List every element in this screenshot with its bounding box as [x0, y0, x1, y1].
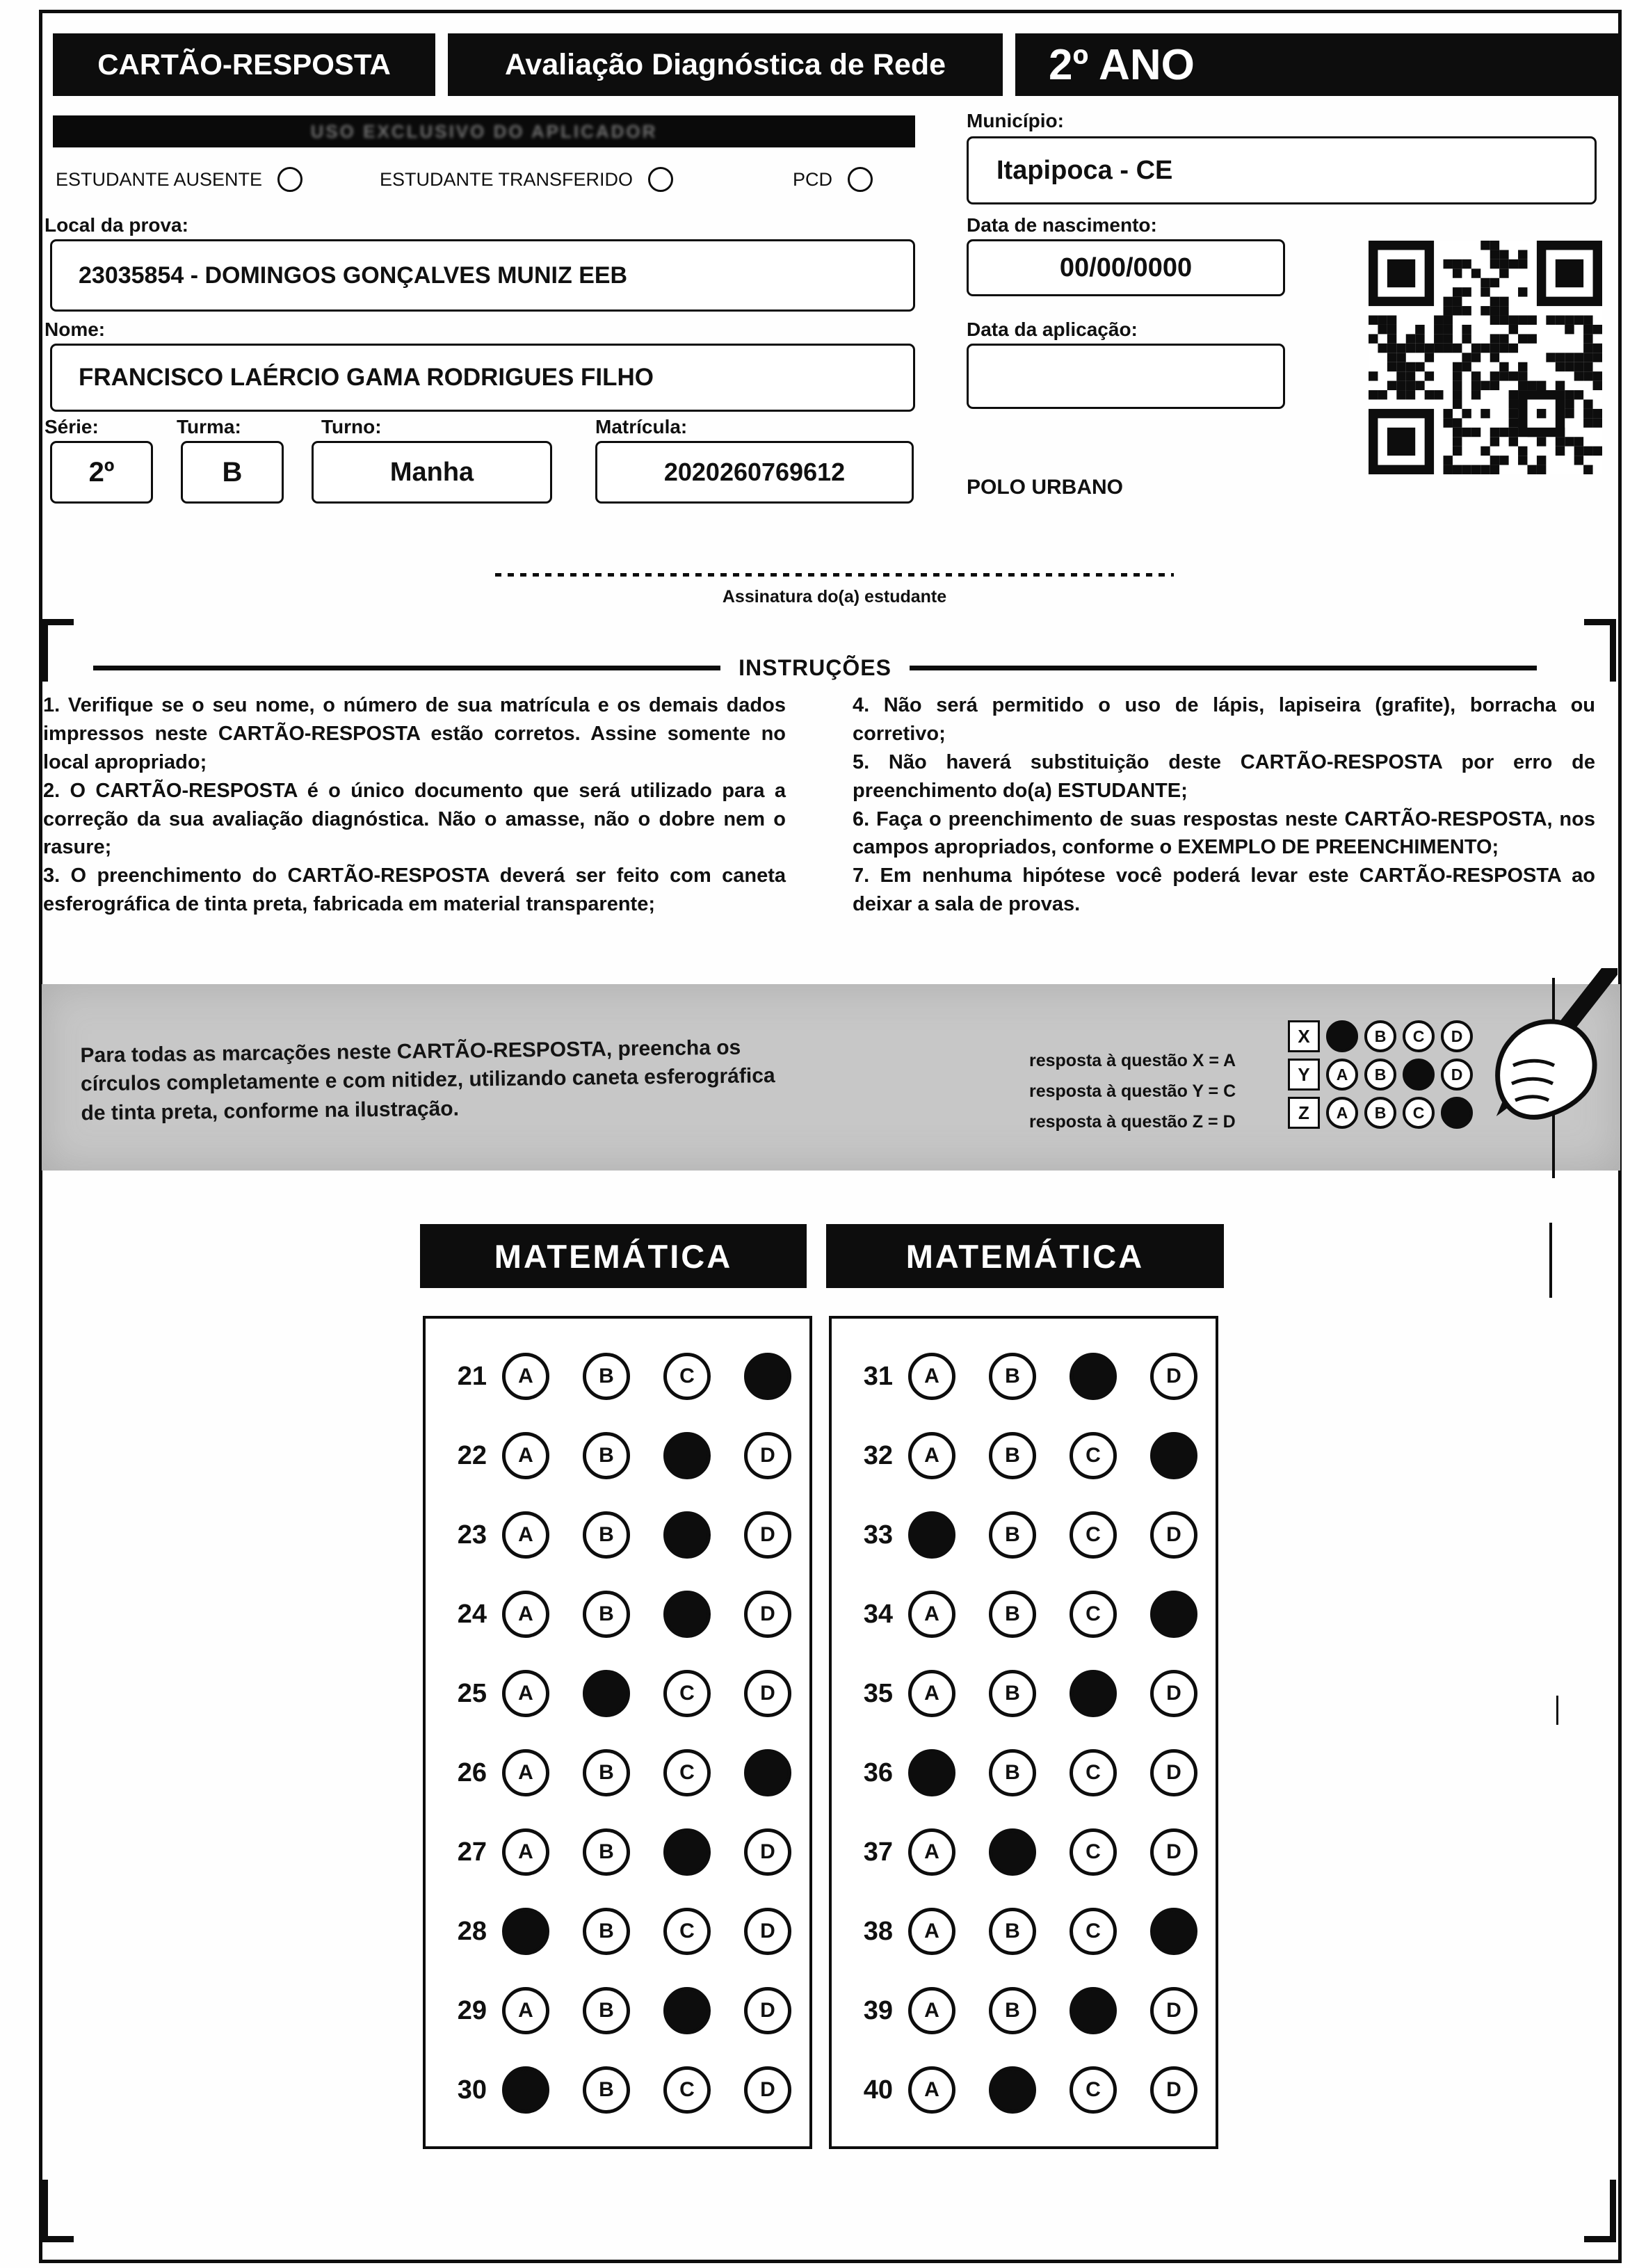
applicator-use-bar: [53, 115, 915, 147]
example-row-label: Z: [1288, 1097, 1320, 1129]
question-number: 22: [457, 1440, 487, 1470]
question-row-27: [437, 1812, 809, 1892]
question-row-26: [437, 1733, 809, 1812]
question-number: 36: [863, 1758, 893, 1787]
turma-field: [181, 441, 284, 504]
matricula-field: [595, 441, 914, 504]
answer-bubble-23-B[interactable]: B: [583, 1511, 630, 1559]
corner-mark-bottom-right: [1584, 2180, 1616, 2242]
instructions-title: INSTRUÇÕES: [739, 655, 891, 680]
turno-field: [312, 441, 552, 504]
example-row-label: Y: [1288, 1059, 1320, 1091]
answer-bubble-22-B[interactable]: B: [583, 1432, 630, 1479]
corner-mark-bottom-left: [42, 2180, 74, 2242]
question-row-28: [437, 1892, 809, 1971]
estudante-transferido-label: ESTUDANTE TRANSFERIDO: [380, 168, 634, 190]
pen-hand-icon: [1444, 968, 1617, 1177]
answer-bubble-38-A[interactable]: A: [908, 1908, 955, 1955]
example-bubble-Z-A: A: [1326, 1097, 1358, 1129]
answer-bubble-30-C[interactable]: C: [663, 2066, 711, 2114]
question-number: 30: [457, 2075, 487, 2105]
example-legend-line: resposta à questão Y = C: [1029, 1081, 1236, 1101]
instruction-item: 1. Verifique se o seu nome, o número de sua matrícula e os demais dados impressos neste CARTÃO-RESPOSTA estão corretos. Assine somente no local apropriado;: [43, 694, 786, 773]
answer-bubble-31-B[interactable]: B: [989, 1353, 1036, 1400]
turno-label: Turno:: [321, 416, 382, 437]
answer-bubble-28-C[interactable]: C: [663, 1908, 711, 1955]
instruction-item: 4. Não será permitido o uso de lápis, lapiseira (grafite), borracha ou corretivo;: [853, 694, 1595, 745]
question-row-30: [437, 2050, 809, 2130]
answer-bubble-34-D[interactable]: [1150, 1591, 1197, 1638]
answer-bubble-31-D[interactable]: D: [1150, 1353, 1197, 1400]
instruction-item: 3. O preenchimento do CARTÃO-RESPOSTA deverá ser feito com caneta esferográfica de tinta preta, fabricada em material transparente;: [43, 864, 786, 916]
instruction-item: 2. O CARTÃO-RESPOSTA é o único documento que será utilizado para a correção da sua avaliação diagnóstica. Não o amasse, não o dobre nem o rasure;: [43, 779, 786, 859]
answer-bubble-26-A[interactable]: A: [502, 1749, 549, 1796]
nascimento-value: 00/00/0000: [1059, 252, 1193, 282]
answer-bubble-26-D[interactable]: [744, 1749, 791, 1796]
answer-bubble-28-B[interactable]: B: [583, 1908, 630, 1955]
instruction-item: 7. Em nenhuma hipótese você poderá levar este CARTÃO-RESPOSTA ao deixar a sala de provas.: [853, 864, 1595, 916]
question-row-36: [843, 1733, 1216, 1812]
example-legend-line: resposta à questão Z = D: [1029, 1112, 1236, 1132]
answer-bubble-40-C[interactable]: C: [1070, 2066, 1117, 2114]
aplicacao-field[interactable]: [967, 344, 1285, 409]
answer-bubble-34-A[interactable]: A: [908, 1591, 955, 1638]
example-bubble-Z-B: B: [1364, 1097, 1396, 1129]
pcd-label: PCD: [793, 168, 833, 190]
serie-field: [50, 441, 153, 504]
fill-example-band: [42, 984, 1620, 1171]
example-bubble-X-B: B: [1364, 1020, 1396, 1052]
answer-bubble-25-A[interactable]: A: [502, 1670, 549, 1717]
answer-bubble-25-B[interactable]: [583, 1670, 630, 1717]
matricula-label: Matrícula:: [595, 416, 688, 437]
answer-bubble-39-D[interactable]: D: [1150, 1987, 1197, 2034]
answer-bubble-36-D[interactable]: D: [1150, 1749, 1197, 1796]
question-number: 38: [863, 1916, 893, 1946]
answer-bubble-29-D[interactable]: D: [744, 1987, 791, 2034]
turma-value: B: [222, 456, 243, 488]
answer-bubble-23-C[interactable]: [663, 1511, 711, 1559]
answer-bubble-29-A[interactable]: A: [502, 1987, 549, 2034]
qr-code: [1369, 241, 1602, 474]
answer-bubble-23-A[interactable]: A: [502, 1511, 549, 1559]
answer-bubble-21-C[interactable]: C: [663, 1353, 711, 1400]
example-legend: [1029, 1045, 1236, 1137]
example-legend-line: resposta à questão X = A: [1029, 1051, 1236, 1070]
answer-bubble-34-C[interactable]: C: [1070, 1591, 1117, 1638]
answer-bubble-32-B[interactable]: B: [989, 1432, 1036, 1479]
nascimento-field: [967, 239, 1285, 296]
answer-bubble-28-D[interactable]: D: [744, 1908, 791, 1955]
instructions-header: [93, 655, 1537, 681]
answer-bubble-21-B[interactable]: B: [583, 1353, 630, 1400]
question-row-34: [843, 1575, 1216, 1654]
question-number: 34: [863, 1599, 893, 1629]
question-number: 35: [863, 1678, 893, 1708]
status-estudante-ausente: [56, 167, 302, 192]
question-row-25: [437, 1654, 809, 1733]
local-field: [50, 239, 915, 312]
corner-mark-top-right: [1584, 619, 1616, 682]
applicator-use-text: USO EXCLUSIVO DO APLICADOR: [310, 120, 658, 142]
estudante-ausente-checkbox[interactable]: [277, 167, 302, 192]
question-row-38: [843, 1892, 1216, 1971]
answer-bubble-30-B[interactable]: B: [583, 2066, 630, 2114]
card-title: CARTÃO-RESPOSTA: [53, 33, 435, 96]
instruction-item: 5. Não haverá substituição deste CARTÃO-RESPOSTA por erro de preenchimento do(a) ESTUDANTE;: [853, 750, 1595, 802]
answer-bubble-22-D[interactable]: D: [744, 1432, 791, 1479]
signature-line[interactable]: [495, 573, 1174, 577]
nome-label: Nome:: [45, 319, 106, 340]
answer-bubble-35-A[interactable]: A: [908, 1670, 955, 1717]
instruction-item: 6. Faça o preenchimento de suas respostas neste CARTÃO-RESPOSTA, nos campos apropriados, conforme o EXEMPLO DE PREENCHIMENTO;: [853, 807, 1595, 859]
question-number: 27: [457, 1837, 487, 1867]
section-header-left: MATEMÁTICA: [420, 1224, 807, 1288]
instructions-rule-right: [910, 666, 1537, 670]
answer-bubble-27-A[interactable]: A: [502, 1828, 549, 1876]
answer-bubble-21-A[interactable]: A: [502, 1353, 549, 1400]
nome-field: [50, 344, 915, 412]
answer-bubble-40-D[interactable]: D: [1150, 2066, 1197, 2114]
answer-bubble-22-A[interactable]: A: [502, 1432, 549, 1479]
question-number: 28: [457, 1916, 487, 1946]
example-row-label: X: [1288, 1020, 1320, 1052]
question-number: 23: [457, 1520, 487, 1550]
pcd-checkbox[interactable]: [848, 167, 873, 192]
example-bubble-X-C: C: [1403, 1020, 1435, 1052]
question-row-31: [843, 1337, 1216, 1416]
answer-bubble-32-D[interactable]: [1150, 1432, 1197, 1479]
answer-bubble-40-A[interactable]: A: [908, 2066, 955, 2114]
local-label: Local da prova:: [45, 214, 188, 236]
question-row-24: [437, 1575, 809, 1654]
example-bubble-Y-A: A: [1326, 1059, 1358, 1091]
question-number: 37: [863, 1837, 893, 1867]
answer-bubble-31-A[interactable]: A: [908, 1353, 955, 1400]
fill-note-text: Para todas as marcações neste CARTÃO-RESPOSTA, preencha os círculos completamente e com nitidez, utilizando caneta esferográfica de tinta preta, conforme na ilustração.: [80, 1036, 775, 1125]
example-bubble-X-D: D: [1441, 1020, 1473, 1052]
answer-bubble-23-D[interactable]: D: [744, 1511, 791, 1559]
question-row-40: [843, 2050, 1216, 2130]
answer-bubble-37-D[interactable]: D: [1150, 1828, 1197, 1876]
instructions-rule-left: [93, 666, 720, 670]
estudante-ausente-label: ESTUDANTE AUSENTE: [56, 168, 263, 190]
answer-bubble-27-B[interactable]: B: [583, 1828, 630, 1876]
question-number: 33: [863, 1520, 893, 1550]
answer-bubble-37-B[interactable]: [989, 1828, 1036, 1876]
question-number: 25: [457, 1678, 487, 1708]
serie-label: Série:: [45, 416, 99, 437]
question-row-35: [843, 1654, 1216, 1733]
example-bubble-Z-C: C: [1403, 1097, 1435, 1129]
question-number: 26: [457, 1758, 487, 1787]
answer-bubble-34-B[interactable]: B: [989, 1591, 1036, 1638]
example-bubble-X-A: [1326, 1020, 1358, 1052]
answer-bubble-24-D[interactable]: D: [744, 1591, 791, 1638]
section-header-right: MATEMÁTICA: [826, 1224, 1224, 1288]
answer-bubble-30-D[interactable]: D: [744, 2066, 791, 2114]
turma-label: Turma:: [177, 416, 241, 437]
question-row-32: [843, 1416, 1216, 1495]
local-value: 23035854 - DOMINGOS GONÇALVES MUNIZ EEB: [79, 262, 628, 289]
status-estudante-transferido: [380, 167, 673, 192]
corner-mark-top-left: [42, 619, 74, 682]
answer-bubble-31-C[interactable]: [1070, 1353, 1117, 1400]
answer-bubble-24-C[interactable]: [663, 1591, 711, 1638]
answer-bubble-37-A[interactable]: A: [908, 1828, 955, 1876]
polo-text: POLO URBANO: [967, 476, 1123, 499]
answer-bubble-22-C[interactable]: [663, 1432, 711, 1479]
scan-artifact: [1549, 1223, 1552, 1298]
question-row-39: [843, 1971, 1216, 2050]
answer-bubble-39-B[interactable]: B: [989, 1987, 1036, 2034]
answer-bubble-33-C[interactable]: C: [1070, 1511, 1117, 1559]
scan-artifact: [1556, 1696, 1558, 1725]
signature-label: Assinatura do(a) estudante: [722, 587, 947, 606]
example-bubble-Y-C: [1403, 1059, 1435, 1091]
question-number: 31: [863, 1361, 893, 1391]
instructions-right: [853, 691, 1595, 919]
municipio-value: Itapipoca - CE: [996, 155, 1173, 185]
answer-bubble-40-B[interactable]: [989, 2066, 1036, 2114]
answer-bubble-27-C[interactable]: [663, 1828, 711, 1876]
example-bubble-Y-B: B: [1364, 1059, 1396, 1091]
answer-bubble-26-B[interactable]: B: [583, 1749, 630, 1796]
answer-bubble-26-C[interactable]: C: [663, 1749, 711, 1796]
answer-bubble-33-B[interactable]: B: [989, 1511, 1036, 1559]
answer-bubble-39-A[interactable]: A: [908, 1987, 955, 2034]
answer-bubble-38-D[interactable]: [1150, 1908, 1197, 1955]
answer-bubble-28-A[interactable]: [502, 1908, 549, 1955]
answer-bubble-27-D[interactable]: D: [744, 1828, 791, 1876]
question-row-22: [437, 1416, 809, 1495]
answer-bubble-24-B[interactable]: B: [583, 1591, 630, 1638]
grade-badge: 2º ANO: [1015, 33, 1620, 96]
question-number: 21: [457, 1361, 487, 1391]
answer-bubble-25-D[interactable]: D: [744, 1670, 791, 1717]
answer-bubble-32-A[interactable]: A: [908, 1432, 955, 1479]
answer-bubble-30-A[interactable]: [502, 2066, 549, 2114]
answer-bubble-33-A[interactable]: [908, 1511, 955, 1559]
example-bubble-Y-D: D: [1441, 1059, 1473, 1091]
answer-bubble-36-A[interactable]: [908, 1749, 955, 1796]
question-number: 29: [457, 1995, 487, 2025]
instructions-body: [43, 691, 1595, 919]
nome-value: FRANCISCO LAÉRCIO GAMA RODRIGUES FILHO: [79, 364, 654, 391]
answer-grid-right: [829, 1316, 1218, 2149]
answer-bubble-33-D[interactable]: D: [1150, 1511, 1197, 1559]
card-subtitle: Avaliação Diagnóstica de Rede: [448, 33, 1003, 96]
question-row-23: [437, 1495, 809, 1575]
answer-bubble-36-B[interactable]: B: [989, 1749, 1036, 1796]
nascimento-label: Data de nascimento:: [967, 214, 1157, 236]
question-row-33: [843, 1495, 1216, 1575]
instructions-left: [43, 691, 786, 919]
answer-bubble-24-A[interactable]: A: [502, 1591, 549, 1638]
matricula-value: 2020260769612: [663, 458, 846, 486]
question-number: 24: [457, 1599, 487, 1629]
municipio-field: [967, 136, 1597, 204]
answer-bubble-38-C[interactable]: C: [1070, 1908, 1117, 1955]
estudante-transferido-checkbox[interactable]: [648, 167, 673, 192]
answer-bubble-39-C[interactable]: [1070, 1987, 1117, 2034]
serie-value: 2º: [88, 456, 115, 488]
answer-bubble-25-C[interactable]: C: [663, 1670, 711, 1717]
answer-bubble-29-C[interactable]: [663, 1987, 711, 2034]
question-number: 32: [863, 1440, 893, 1470]
question-row-29: [437, 1971, 809, 2050]
answer-bubble-35-B[interactable]: B: [989, 1670, 1036, 1717]
answer-bubble-32-C[interactable]: C: [1070, 1432, 1117, 1479]
turno-value: Manha: [389, 457, 474, 487]
answer-bubble-21-D[interactable]: [744, 1353, 791, 1400]
answer-bubble-35-D[interactable]: D: [1150, 1670, 1197, 1717]
status-pcd: [793, 167, 873, 192]
question-row-37: [843, 1812, 1216, 1892]
question-number: 40: [863, 2075, 893, 2105]
answer-bubble-29-B[interactable]: B: [583, 1987, 630, 2034]
answer-bubble-37-C[interactable]: C: [1070, 1828, 1117, 1876]
municipio-label: Município:: [967, 110, 1064, 131]
answer-bubble-38-B[interactable]: B: [989, 1908, 1036, 1955]
answer-grid-left: [423, 1316, 812, 2149]
answer-bubble-36-C[interactable]: C: [1070, 1749, 1117, 1796]
question-number: 39: [863, 1995, 893, 2025]
question-row-21: [437, 1337, 809, 1416]
answer-bubble-35-C[interactable]: [1070, 1670, 1117, 1717]
aplicacao-label: Data da aplicação:: [967, 319, 1138, 340]
